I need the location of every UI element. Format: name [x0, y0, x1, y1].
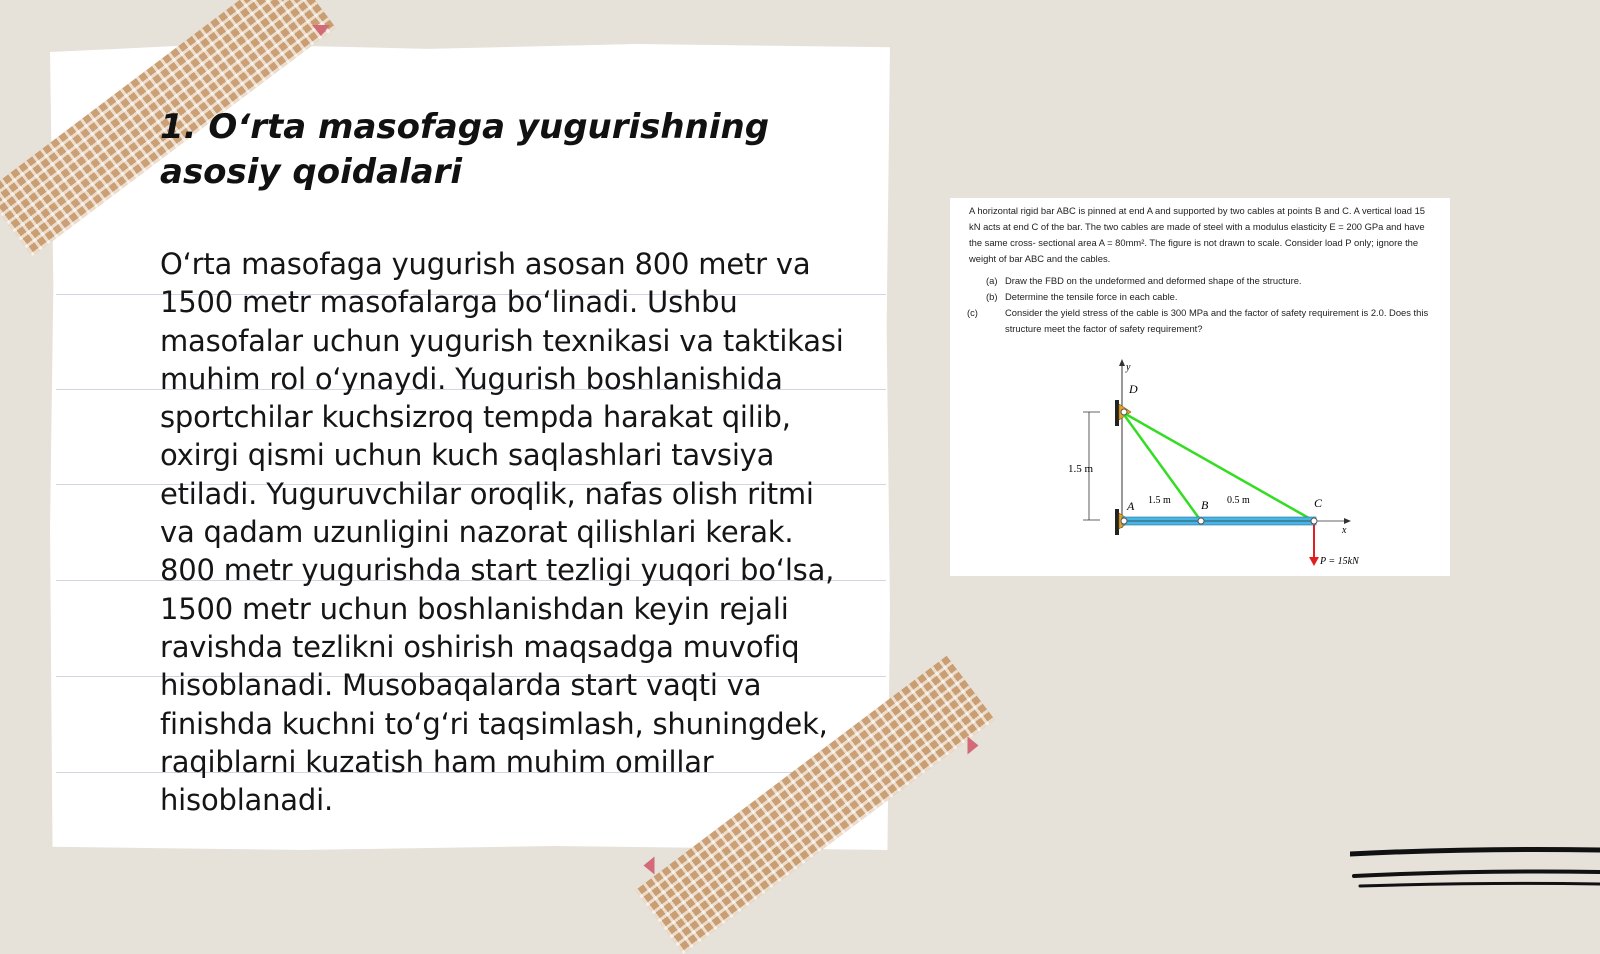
task-text: Draw the FBD on the undeformed and deformed shape of the structure. [1005, 275, 1302, 286]
ab-length-label: 1.5 m [1148, 495, 1171, 506]
bc-length-label: 0.5 m [1227, 495, 1250, 506]
task-tag: (b) [986, 291, 998, 302]
load-label: P = 15kN [1320, 556, 1359, 567]
brush-stroke [1360, 883, 1600, 886]
y-axis-label: y [1126, 362, 1131, 373]
tape-tip-bottom [968, 737, 979, 755]
joint-d [1121, 409, 1127, 415]
task-tag: (c) [967, 307, 978, 318]
task-text: Determine the tensile force in each cable. [1005, 291, 1178, 302]
point-c-label: C [1314, 496, 1323, 510]
load-arrow-icon [1309, 557, 1319, 566]
height-label: 1.5 m [1068, 463, 1094, 475]
brush-stroke [1350, 850, 1600, 855]
joint-c [1311, 518, 1317, 524]
slide-title: 1. O‘rta masofaga yugurishning asosiy qoidalari [160, 107, 770, 192]
tape-tip-top [312, 25, 330, 36]
point-a-label: A [1127, 499, 1135, 513]
slide-body-text: O‘rta masofaga yugurish asosan 800 metr va 1500 metr masofalarga bo‘linadi. Ushbu masofalar uchun yugurish texnikasi va taktikasi muhim rol o‘ynaydi. Yugurish boshlanishida sportchilar kuchsizroq tempda harakat qilib, oxirgi qismi uchun kuch saqlashlari tavsiya etiladi. Yuguruvchilar oroqlik, nafas olish ritmi va qadam uzunligini nazorat qilishlari kerak. 800 metr yugurishda start tezligi yuqori bo‘lsa, 1500 metr uchun boshlanishdan keyin rejali ravishda tezlikni oshirish maqsadga muvofiq hisoblanadi. Musobaqalarda start vaqti va finishda kuchni to‘g‘ri taqsimlash, shuningdek, raqiblarni kuzatish ham muhim omillar hisoblanadi. [160, 247, 844, 818]
task-tag: (a) [986, 275, 998, 286]
wall-support-a [1115, 509, 1119, 535]
problem-statement: A horizontal rigid bar ABC is pinned at end A and supported by two cables at points B and C. A vertical load 15 kN acts at end C of the bar. The two cables are made of steel with a modulus elasticity E = 200 GPa and have the same cross- sectional area A = 80mm². The figure is not drawn to scale. Consider load P only; ignore the weight of bar ABC and the cables. [969, 205, 1426, 264]
point-d-label: D [1129, 382, 1138, 396]
y-axis-arrow [1119, 359, 1125, 366]
x-axis-arrow [1344, 518, 1351, 524]
point-b-label: B [1201, 498, 1209, 512]
task-text: Consider the yield stress of the cable is 300 MPa and the factor of safety requirement is 2.0. Does this structure meet the factor of safety requirement? [1005, 307, 1429, 334]
tape-tip-bottom-left [644, 857, 655, 875]
joint-a [1121, 518, 1127, 524]
wall-support-d [1115, 400, 1119, 426]
joint-b [1198, 518, 1204, 524]
brush-stroke [1354, 872, 1600, 877]
x-axis-label: x [1342, 525, 1347, 536]
decorative-brush-strokes [1350, 846, 1600, 900]
structure-diagram [950, 198, 1450, 576]
engineering-problem-image [950, 198, 1450, 576]
